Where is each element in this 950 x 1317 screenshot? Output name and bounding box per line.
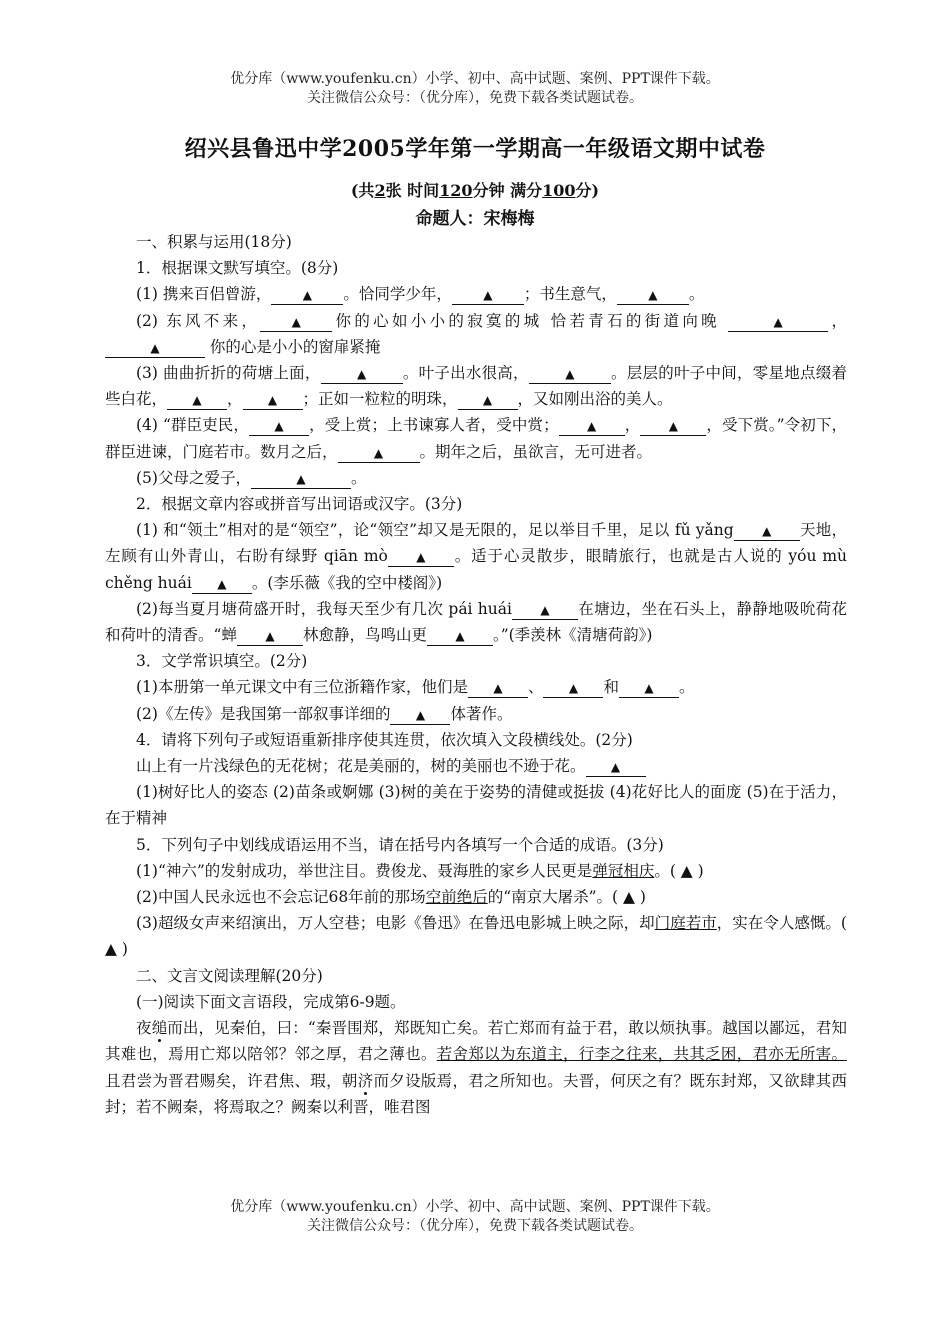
q2-part-1: (1) 和“领土”相对的是“领空”，论“领空”却又是无限的，足以举目千里，足以 fǔ yǎng ▲ 天地，左顾有山外青山，右盼有绿野 qiān mò ▲ 。适于心灵散步，眼睛旅行，也就是古人说的 yóu mù chěng huái ▲ 。(李乐薇《我的空中楼阁》) [105, 521, 847, 592]
q3-stem: 3．文学常识填空。(2分) [136, 652, 308, 671]
answer-blank: ▲ [167, 390, 227, 410]
sheet-count: 2 [374, 181, 386, 200]
answer-blank: ▲ [559, 416, 625, 436]
answer-blank: ▲ [249, 416, 309, 436]
answer-blank: ▲ [458, 390, 518, 410]
underlined-idiom: 弹冠相庆 [592, 861, 655, 880]
header-line-1: 优分库（www.youfenku.cn）小学、初中、高中试题、案例、PPT课件下载。 [230, 71, 720, 87]
answer-blank: ▲ [390, 705, 450, 725]
exam-subtitle [0, 178, 950, 201]
q5-sentence-2: (2)中国人民永远也不会忘记68年前的那场空前绝后的“南京大屠杀”。( ▲ ) [136, 888, 646, 907]
full-score: 100 [542, 181, 576, 200]
section2-heading: 二、文言文阅读理解(20分) [136, 966, 323, 985]
q2-part-2: (2)每当夏月塘荷盛开时，我每天至少有几次 pái huái ▲ 在塘边，坐在石头上，静静地吸吮荷花和荷叶的清香。“蝉 ▲ 林愈静，鸟鸣山更 ▲ 。”(季羡林《清塘荷韵》) [105, 599, 847, 645]
q5-stem: 5．下列句子中划线成语运用不当，请在括号内各填写一个合适的成语。(3分) [136, 835, 664, 854]
q5-sentence-1: (1)“神六”的发射成功，举世注目。费俊龙、聂海胜的家乡人民更是弹冠相庆。( ▲ ) [136, 861, 704, 880]
dotted-character: 济 [357, 1071, 374, 1090]
q3-line-2: (2)《左传》是我国第一部叙事详细的 ▲ 体著作。 [136, 704, 513, 723]
q4-passage: 山上有一片浅绿色的无花树；花是美丽的，树的美丽也不逊于花。 ▲ [105, 753, 847, 779]
classical-passage: 夜缒而出，见秦伯，曰：“秦晋围郑，郑既知亡矣。若亡郑而有益于君，敢以烦执事。越国以鄙远，君知其难也，焉用亡郑以陪邻？邻之厚，君之薄也。若舍郑以为东道主，行李之往来，共其乏困，君亦无所害。且君尝为晋君赐矣，许君焦、瑕，朝济而夕设版焉，君之所知也。夫晋，何厌之有？既东封郑，又欲肆其西封；若不阙秦，将焉取之？阙秦以利晋，唯君图 [105, 1019, 847, 1116]
q1-stem: 1．根据课文默写填空。(8分) [136, 259, 339, 278]
q1-line-1: (1) 携来百侣曾游， ▲ 。恰同学少年， ▲ ；书生意气， ▲ 。 [136, 285, 705, 304]
underlined-idiom: 空前绝后 [425, 888, 488, 907]
header-line-2: 关注微信公众号：（优分库），免费下载各类试题试卷。 [307, 90, 643, 106]
exam-author: 命题人：宋梅梅 [415, 209, 535, 229]
q5-sentence-3: (3)超级女声来绍演出，万人空巷；电影《鲁迅》在鲁迅电影城上映之际，却门庭若市，实在令人感慨。( ▲ ) [105, 914, 847, 959]
q3-line-1: (1)本册第一单元课文中有三位浙籍作家，他们是 ▲ 、 ▲ 和 ▲ 。 [136, 678, 695, 697]
answer-blank: ▲ [529, 364, 611, 384]
answer-blank: ▲ [388, 547, 454, 567]
answer-blank: ▲ [617, 285, 689, 305]
time-minutes: 120 [439, 181, 473, 200]
q1-line-3: (3) 曲曲折折的荷塘上面， ▲ 。叶子出水很高， ▲ 。层层的叶子中间，零星地点缀着些白花， ▲ ， ▲ ；正如一粒粒的明珠， ▲ ，又如刚出浴的美人。 [105, 364, 847, 409]
answer-blank: ▲ [105, 338, 205, 358]
answer-blank: ▲ [243, 390, 303, 410]
answer-blank: ▲ [468, 678, 528, 698]
answer-blank: ▲ [734, 521, 800, 541]
answer-blank: ▲ [192, 574, 252, 594]
answer-blank: ▲ [321, 364, 403, 384]
q2-stem: 2．根据文章内容或拼音写出词语或汉字。(3分) [136, 495, 463, 514]
q4-stem: 4．请将下列句子或短语重新排序使其连贯，依次填入文段横线处。(2分) [136, 730, 633, 749]
answer-blank: ▲ [586, 757, 646, 777]
answer-blank: ▲ [427, 626, 493, 646]
section1-heading: 一、积累与运用(18分) [136, 233, 292, 251]
q4-options: (1)树好比人的姿态 (2)苗条或婀娜 (3)树的美在于姿势的清健或挺拔 (4)花好比人的面庞 (5)在于活力，在于精神 [105, 783, 847, 828]
subtitle-text: (共 [350, 181, 375, 200]
footer-line-2: 关注微信公众号：（优分库），免费下载各类试题试卷。 [307, 1218, 643, 1234]
answer-blank: ▲ [728, 312, 828, 332]
underlined-idiom: 门庭若市 [654, 914, 717, 933]
subtitle-text: 分) [575, 181, 600, 200]
answer-blank: ▲ [543, 678, 603, 698]
answer-blank: ▲ [260, 312, 332, 332]
answer-blank: ▲ [251, 469, 351, 489]
dotted-character: 缒 [151, 1019, 168, 1038]
section2-sub-heading: (一)阅读下面文言语段，完成第6-9题。 [136, 992, 406, 1011]
answer-blank: ▲ [619, 678, 679, 698]
q1-line-2: (2) 东风不来， ▲ 你的心如小小的寂寞的城 恰若青石的街道向晚 ▲ ，▲ 你的心是小小的窗扉紧掩 [105, 308, 847, 360]
answer-blank: ▲ [512, 600, 578, 620]
page-header [0, 70, 950, 108]
answer-blank: ▲ [452, 285, 524, 305]
exam-title: 绍兴县鲁迅中学2005学年第一学期高一年级语文期中试卷 [184, 136, 766, 162]
footer-line-1: 优分库（www.youfenku.cn）小学、初中、高中试题、案例、PPT课件下载。 [230, 1199, 720, 1215]
subtitle-text: 张 时间 [385, 181, 440, 200]
answer-blank: ▲ [338, 443, 420, 463]
q1-line-4: (4) “群臣吏民， ▲ ，受上赏；上书谏寡人者，受中赏； ▲ ， ▲ ，受下赏。”令初下，群臣进谏，门庭若市。数月之后， ▲ 。期年之后，虽欲言，无可进者。 [105, 416, 847, 461]
subtitle-text: 分钟 满分 [472, 181, 543, 200]
q1-line-5: (5)父母之爱子， ▲ 。 [136, 468, 367, 487]
underlined-sentence: 若舍郑以为东道主，行李之往来，共其乏困，君亦无所害。 [436, 1045, 847, 1064]
answer-blank: ▲ [640, 416, 706, 436]
answer-blank: ▲ [271, 285, 343, 305]
exam-content [105, 229, 847, 1120]
page-footer [0, 1198, 950, 1236]
answer-blank: ▲ [237, 626, 303, 646]
